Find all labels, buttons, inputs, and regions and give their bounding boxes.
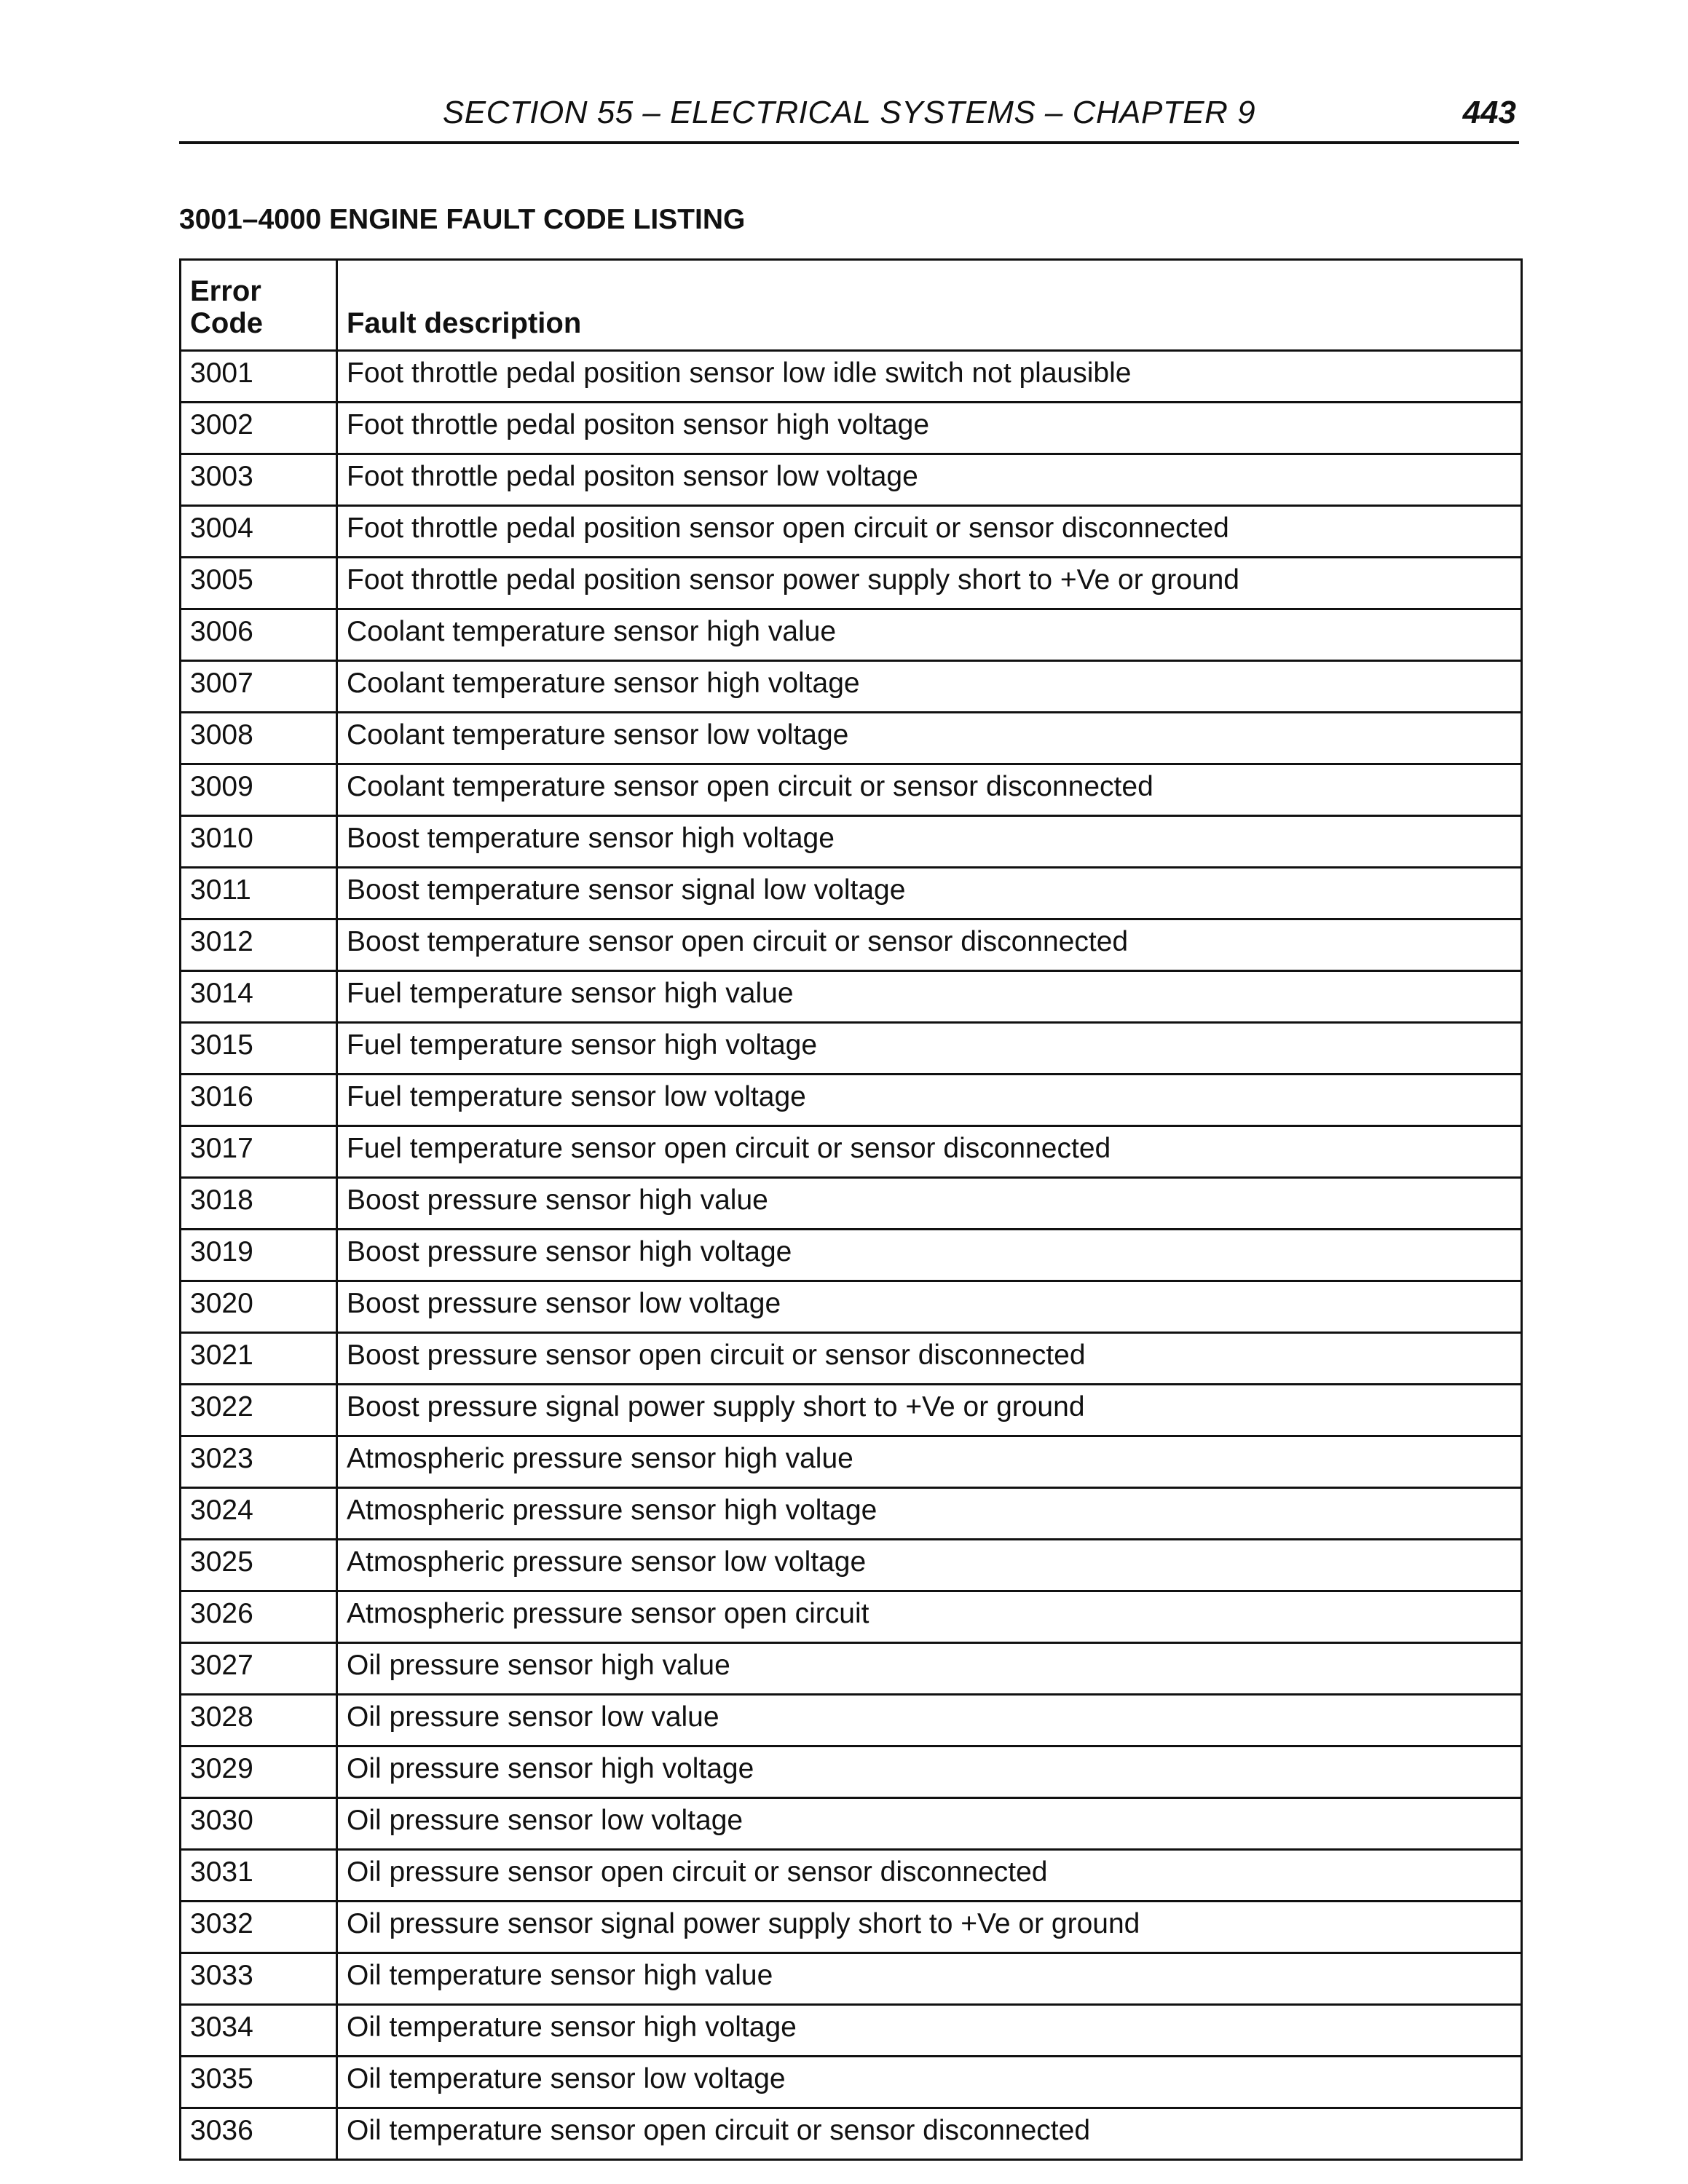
table-row — [181, 1230, 1522, 1281]
error-code-cell: 3004 — [181, 506, 337, 558]
table-row — [181, 403, 1522, 454]
table-row — [181, 1436, 1522, 1488]
table-header-row — [181, 260, 1522, 351]
fault-description-cell: Atmospheric pressure sensor high value — [337, 1436, 1522, 1488]
table-row — [181, 713, 1522, 764]
fault-description-cell: Foot throttle pedal position sensor power supply short to +Ve or ground — [337, 558, 1522, 609]
listing-title: 3001–4000 ENGINE FAULT CODE LISTING — [179, 204, 746, 235]
column-header-error-code: Error Code — [181, 260, 337, 351]
table-row — [181, 1281, 1522, 1333]
error-code-cell: 3029 — [181, 1746, 337, 1798]
fault-description-cell: Oil pressure sensor low value — [337, 1695, 1522, 1746]
error-code-cell: 3012 — [181, 919, 337, 971]
fault-description-cell: Atmospheric pressure sensor high voltage — [337, 1488, 1522, 1540]
fault-description-cell: Atmospheric pressure sensor low voltage — [337, 1540, 1522, 1591]
error-code-cell: 3003 — [181, 454, 337, 506]
table-row — [181, 919, 1522, 971]
table-row — [181, 1385, 1522, 1436]
page-header — [179, 86, 1519, 144]
fault-description-cell: Boost pressure signal power supply short to +Ve or ground — [337, 1385, 1522, 1436]
error-code-cell: 3010 — [181, 816, 337, 868]
error-code-cell: 3008 — [181, 713, 337, 764]
fault-description-cell: Fuel temperature sensor high value — [337, 971, 1522, 1023]
error-code-cell: 3009 — [181, 764, 337, 816]
error-code-cell: 3016 — [181, 1075, 337, 1126]
fault-description-cell: Boost temperature sensor open circuit or sensor disconnected — [337, 919, 1522, 971]
table-row — [181, 1643, 1522, 1695]
error-code-cell: 3020 — [181, 1281, 337, 1333]
error-code-cell: 3011 — [181, 868, 337, 919]
fault-description-cell: Foot throttle pedal positon sensor low voltage — [337, 454, 1522, 506]
fault-description-cell: Oil temperature sensor high voltage — [337, 2005, 1522, 2057]
table-row — [181, 1333, 1522, 1385]
error-code-cell: 3031 — [181, 1850, 337, 1902]
table-row — [181, 1953, 1522, 2005]
table-row — [181, 1902, 1522, 1953]
error-code-cell: 3026 — [181, 1591, 337, 1643]
table-row — [181, 1591, 1522, 1643]
table-row — [181, 1746, 1522, 1798]
table-row — [181, 609, 1522, 661]
fault-description-cell: Oil temperature sensor low voltage — [337, 2057, 1522, 2108]
table-row — [181, 1695, 1522, 1746]
error-code-cell: 3014 — [181, 971, 337, 1023]
table-row — [181, 971, 1522, 1023]
fault-description-cell: Fuel temperature sensor open circuit or sensor disconnected — [337, 1126, 1522, 1178]
table-row — [181, 454, 1522, 506]
fault-description-cell: Oil pressure sensor open circuit or sensor disconnected — [337, 1850, 1522, 1902]
column-header-fault-description: Fault description — [337, 260, 1522, 351]
fault-description-cell: Foot throttle pedal positon sensor high voltage — [337, 403, 1522, 454]
error-code-cell: 3022 — [181, 1385, 337, 1436]
table-row — [181, 2005, 1522, 2057]
fault-description-cell: Foot throttle pedal position sensor low idle switch not plausible — [337, 351, 1522, 403]
error-code-cell: 3005 — [181, 558, 337, 609]
fault-description-cell: Coolant temperature sensor high voltage — [337, 661, 1522, 713]
fault-description-cell: Oil temperature sensor high value — [337, 1953, 1522, 2005]
table-row — [181, 868, 1522, 919]
page-number: 443 — [1462, 95, 1516, 130]
table-row — [181, 1126, 1522, 1178]
table-row — [181, 1488, 1522, 1540]
fault-description-cell: Boost temperature sensor high voltage — [337, 816, 1522, 868]
error-code-cell: 3027 — [181, 1643, 337, 1695]
error-code-cell: 3034 — [181, 2005, 337, 2057]
fault-description-cell: Coolant temperature sensor open circuit or sensor disconnected — [337, 764, 1522, 816]
table-row — [181, 2057, 1522, 2108]
error-code-cell: 3007 — [181, 661, 337, 713]
fault-description-cell: Fuel temperature sensor high voltage — [337, 1023, 1522, 1075]
table-row — [181, 1075, 1522, 1126]
fault-description-cell: Fuel temperature sensor low voltage — [337, 1075, 1522, 1126]
error-code-cell: 3028 — [181, 1695, 337, 1746]
fault-description-cell: Oil pressure sensor high voltage — [337, 1746, 1522, 1798]
error-code-cell: 3021 — [181, 1333, 337, 1385]
table-row — [181, 1178, 1522, 1230]
fault-description-cell: Coolant temperature sensor low voltage — [337, 713, 1522, 764]
error-code-cell: 3036 — [181, 2108, 337, 2160]
error-code-cell: 3017 — [181, 1126, 337, 1178]
error-code-cell: 3032 — [181, 1902, 337, 1953]
fault-description-cell: Oil pressure sensor signal power supply short to +Ve or ground — [337, 1902, 1522, 1953]
fault-description-cell: Oil temperature sensor open circuit or sensor disconnected — [337, 2108, 1522, 2160]
table-row — [181, 351, 1522, 403]
fault-description-cell: Boost pressure sensor low voltage — [337, 1281, 1522, 1333]
table-row — [181, 1798, 1522, 1850]
error-code-cell: 3002 — [181, 403, 337, 454]
fault-description-cell: Boost pressure sensor open circuit or sensor disconnected — [337, 1333, 1522, 1385]
fault-description-cell: Coolant temperature sensor high value — [337, 609, 1522, 661]
section-title: SECTION 55 – ELECTRICAL SYSTEMS – CHAPTER 9 — [442, 95, 1256, 130]
error-code-cell: 3024 — [181, 1488, 337, 1540]
error-code-cell: 3033 — [181, 1953, 337, 2005]
fault-description-cell: Foot throttle pedal position sensor open circuit or sensor disconnected — [337, 506, 1522, 558]
table-row — [181, 1540, 1522, 1591]
error-code-cell: 3019 — [181, 1230, 337, 1281]
error-code-cell: 3030 — [181, 1798, 337, 1850]
fault-description-cell: Boost pressure sensor high value — [337, 1178, 1522, 1230]
table-row — [181, 506, 1522, 558]
table-row — [181, 1023, 1522, 1075]
fault-code-table — [179, 258, 1523, 2161]
error-code-cell: 3023 — [181, 1436, 337, 1488]
table-row — [181, 661, 1522, 713]
error-code-cell: 3035 — [181, 2057, 337, 2108]
table-row — [181, 558, 1522, 609]
table-row — [181, 2108, 1522, 2160]
error-code-cell: 3025 — [181, 1540, 337, 1591]
table-body — [181, 351, 1522, 2160]
error-code-cell: 3015 — [181, 1023, 337, 1075]
error-code-cell: 3006 — [181, 609, 337, 661]
error-code-cell: 3018 — [181, 1178, 337, 1230]
table-row — [181, 1850, 1522, 1902]
error-code-cell: 3001 — [181, 351, 337, 403]
fault-description-cell: Oil pressure sensor high value — [337, 1643, 1522, 1695]
fault-description-cell: Boost pressure sensor high voltage — [337, 1230, 1522, 1281]
table-row — [181, 764, 1522, 816]
fault-description-cell: Atmospheric pressure sensor open circuit — [337, 1591, 1522, 1643]
table-row — [181, 816, 1522, 868]
fault-description-cell: Boost temperature sensor signal low voltage — [337, 868, 1522, 919]
fault-description-cell: Oil pressure sensor low voltage — [337, 1798, 1522, 1850]
